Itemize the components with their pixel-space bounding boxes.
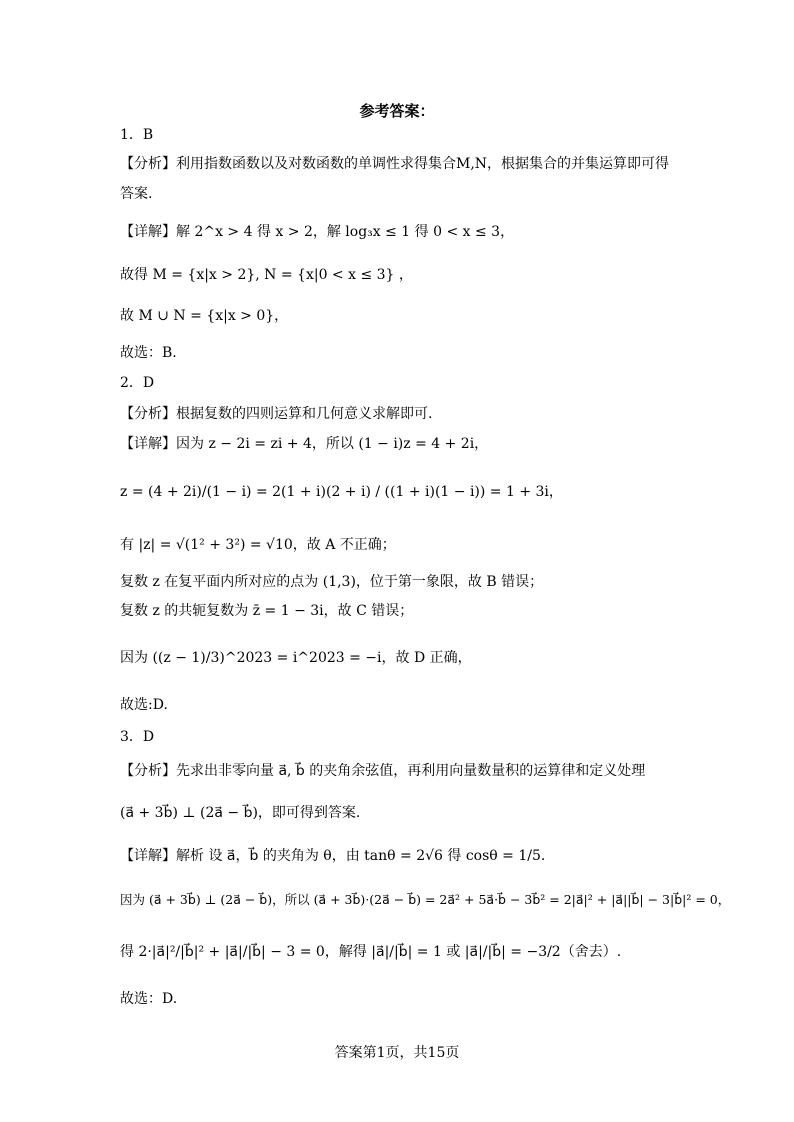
answer-1-analysis-cont: 答案.	[120, 186, 153, 202]
answer-2-detail: 【详解】因为 z − 2i = zi + 4，所以 (1 − i)z = 4 + 2i，	[120, 436, 489, 452]
answer-3-perpendicular: 因为 (a⃗ + 3b⃗) ⊥ (2a⃗ − b⃗)，所以 (a⃗ + 3b⃗)·(2a⃗ − b⃗) = 2a⃗² + 5a⃗·b⃗ − 3b⃗² = 2|a⃗|² + |a⃗||b⃗| − 3|b⃗|² = 0，	[120, 892, 731, 907]
answer-3-solve: 得 2·|a⃗|²/|b⃗|² + |a⃗|/|b⃗| − 3 = 0，解得 |a⃗|/|b⃗| = 1 或 |a⃗|/|b⃗| = −3/2（舍去）.	[120, 944, 622, 960]
answer-3-detail: 【详解】解析 设 a⃗，b⃗ 的夹角为 θ，由 tanθ = 2√6 得 cosθ = 1/5.	[120, 848, 546, 864]
answer-1-heading: 1．B	[120, 127, 154, 143]
answer-2-option-b: 复数 z 在复平面内所对应的点为 (1,3)，位于第一象限，故 B 错误；	[120, 574, 544, 590]
page-title: 参考答案：	[359, 102, 435, 120]
answer-3-heading: 3．D	[120, 729, 155, 745]
answer-1-sets: 故得 M = {x|x > 2}, N = {x|0 < x ≤ 3} ，	[120, 267, 413, 283]
answer-2-option-d: 因为 ((z − 1)/3)^2023 = i^2023 = −i，故 D 正确，	[120, 650, 472, 666]
answer-2-analysis: 【分析】根据复数的四则运算和几何意义求解即可.	[120, 406, 433, 422]
answer-1-choice: 故选：B.	[120, 345, 177, 361]
answer-3-choice: 故选：D.	[120, 991, 178, 1007]
answer-3-analysis: 【分析】先求出非零向量 a⃗, b⃗ 的夹角余弦值，再利用向量数量积的运算律和定义处理	[120, 763, 646, 779]
answer-1-analysis: 【分析】利用指数函数以及对数函数的单调性求得集合M,N，根据集合的并集运算即可得	[120, 156, 670, 172]
answer-1-detail: 【详解】解 2^x > 4 得 x > 2，解 log₃x ≤ 1 得 0 < x ≤ 3，	[120, 224, 515, 240]
answer-2-z-value: z = (4 + 2i)/(1 − i) = 2(1 + i)(2 + i) / ((1 + i)(1 − i)) = 1 + 3i，	[120, 484, 563, 500]
page-footer: 答案第1页，共15页	[334, 1045, 460, 1061]
answer-3-analysis-cont: (a⃗ + 3b⃗) ⊥ (2a⃗ − b⃗)，即可得到答案.	[120, 805, 361, 821]
answer-1-union: 故 M ∪ N = {x|x > 0}，	[120, 308, 289, 324]
answer-2-option-c: 复数 z 的共轭复数为 z̄ = 1 − 3i，故 C 错误；	[120, 603, 414, 619]
answer-2-choice: 故选:D.	[120, 697, 168, 713]
answer-2-heading: 2．D	[120, 375, 155, 391]
answer-2-option-a: 有 |z| = √(1² + 3²) = √10，故 A 不正确；	[120, 537, 396, 553]
